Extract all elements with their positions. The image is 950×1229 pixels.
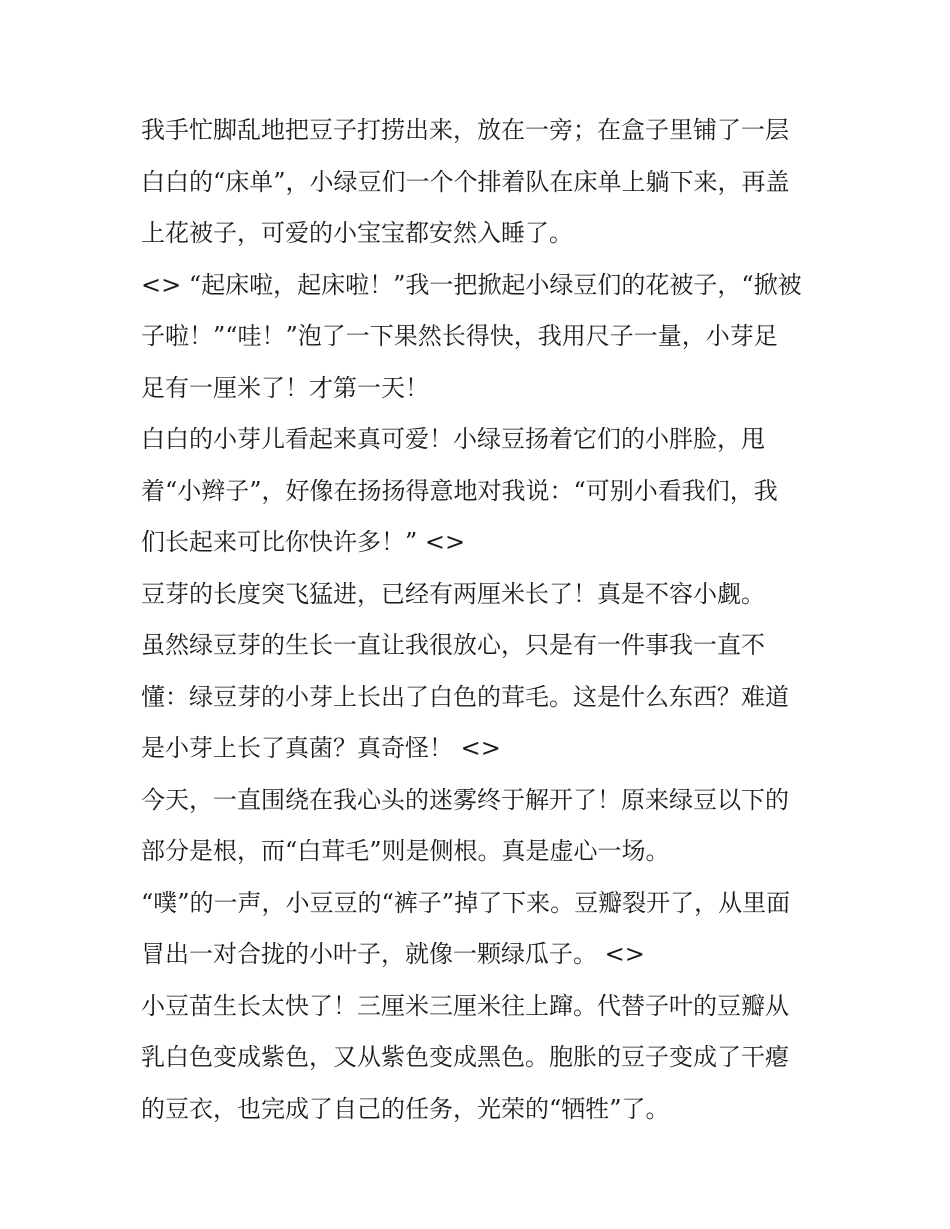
text-line: 白白的“床单”，小绿豆们一个个排着队在床单上躺下来，再盖	[141, 167, 790, 196]
text-line: 白白的小芽儿看起来真可爱！小绿豆扬着它们的小胖脸，甩	[141, 425, 765, 453]
text-line: 上花被子，可爱的小宝宝都安然入睡了。	[141, 219, 573, 247]
text-line: 的豆衣，也完成了自己的任务，光荣的“牺牲”了。	[141, 1094, 670, 1123]
document-body	[141, 105, 821, 1135]
text-line: 我手忙脚乱地把豆子打捞出来，放在一旁；在盒子里铺了一层	[141, 116, 789, 144]
text-line: 足有一厘米了！才第一天！	[141, 373, 429, 402]
text-line: 今天，一直围绕在我心头的迷雾终于解开了！原来绿豆以下的	[141, 785, 789, 814]
text-line: “噗”的一声，小豆豆的“裤子”掉了下来。豆瓣裂开了，从里面	[141, 888, 791, 917]
text-line: 小豆苗生长太快了！三厘米三厘米往上蹿。代替子叶的豆瓣从	[141, 991, 789, 1020]
text-line: 豆芽的长度突飞猛进，已经有两厘米长了！真是不容小觑。	[141, 579, 765, 608]
text-line: 子啦！”“哇！”泡了一下果然长得快，我用尺子一量，小芽足	[141, 322, 778, 350]
text-line: 虽然绿豆芽的生长一直让我很放心，只是有一件事我一直不	[141, 631, 765, 659]
text-line: 冒出一对合拢的小叶子，就像一颗绿瓜子。 <>	[141, 940, 645, 968]
text-line: 是小芽上长了真菌？真奇怪！ <>	[141, 734, 501, 762]
text-line: 懂：绿豆芽的小芽上长出了白色的茸毛。这是什么东西？难道	[141, 682, 789, 711]
text-line: 部分是根，而“白茸毛”则是侧根。真是虚心一场。	[141, 837, 670, 865]
text-line: 着“小辫子”，好像在扬扬得意地对我说：“可别小看我们，我	[141, 476, 778, 505]
text-line: 们长起来可比你快许多！” <>	[141, 528, 466, 556]
text-line: <> “起床啦，起床啦！”我一把掀起小绿豆们的花被子，“掀被	[141, 270, 802, 299]
text-line: 乳白色变成紫色，又从紫色变成黑色。胞胀的豆子变成了干瘪	[141, 1043, 789, 1071]
